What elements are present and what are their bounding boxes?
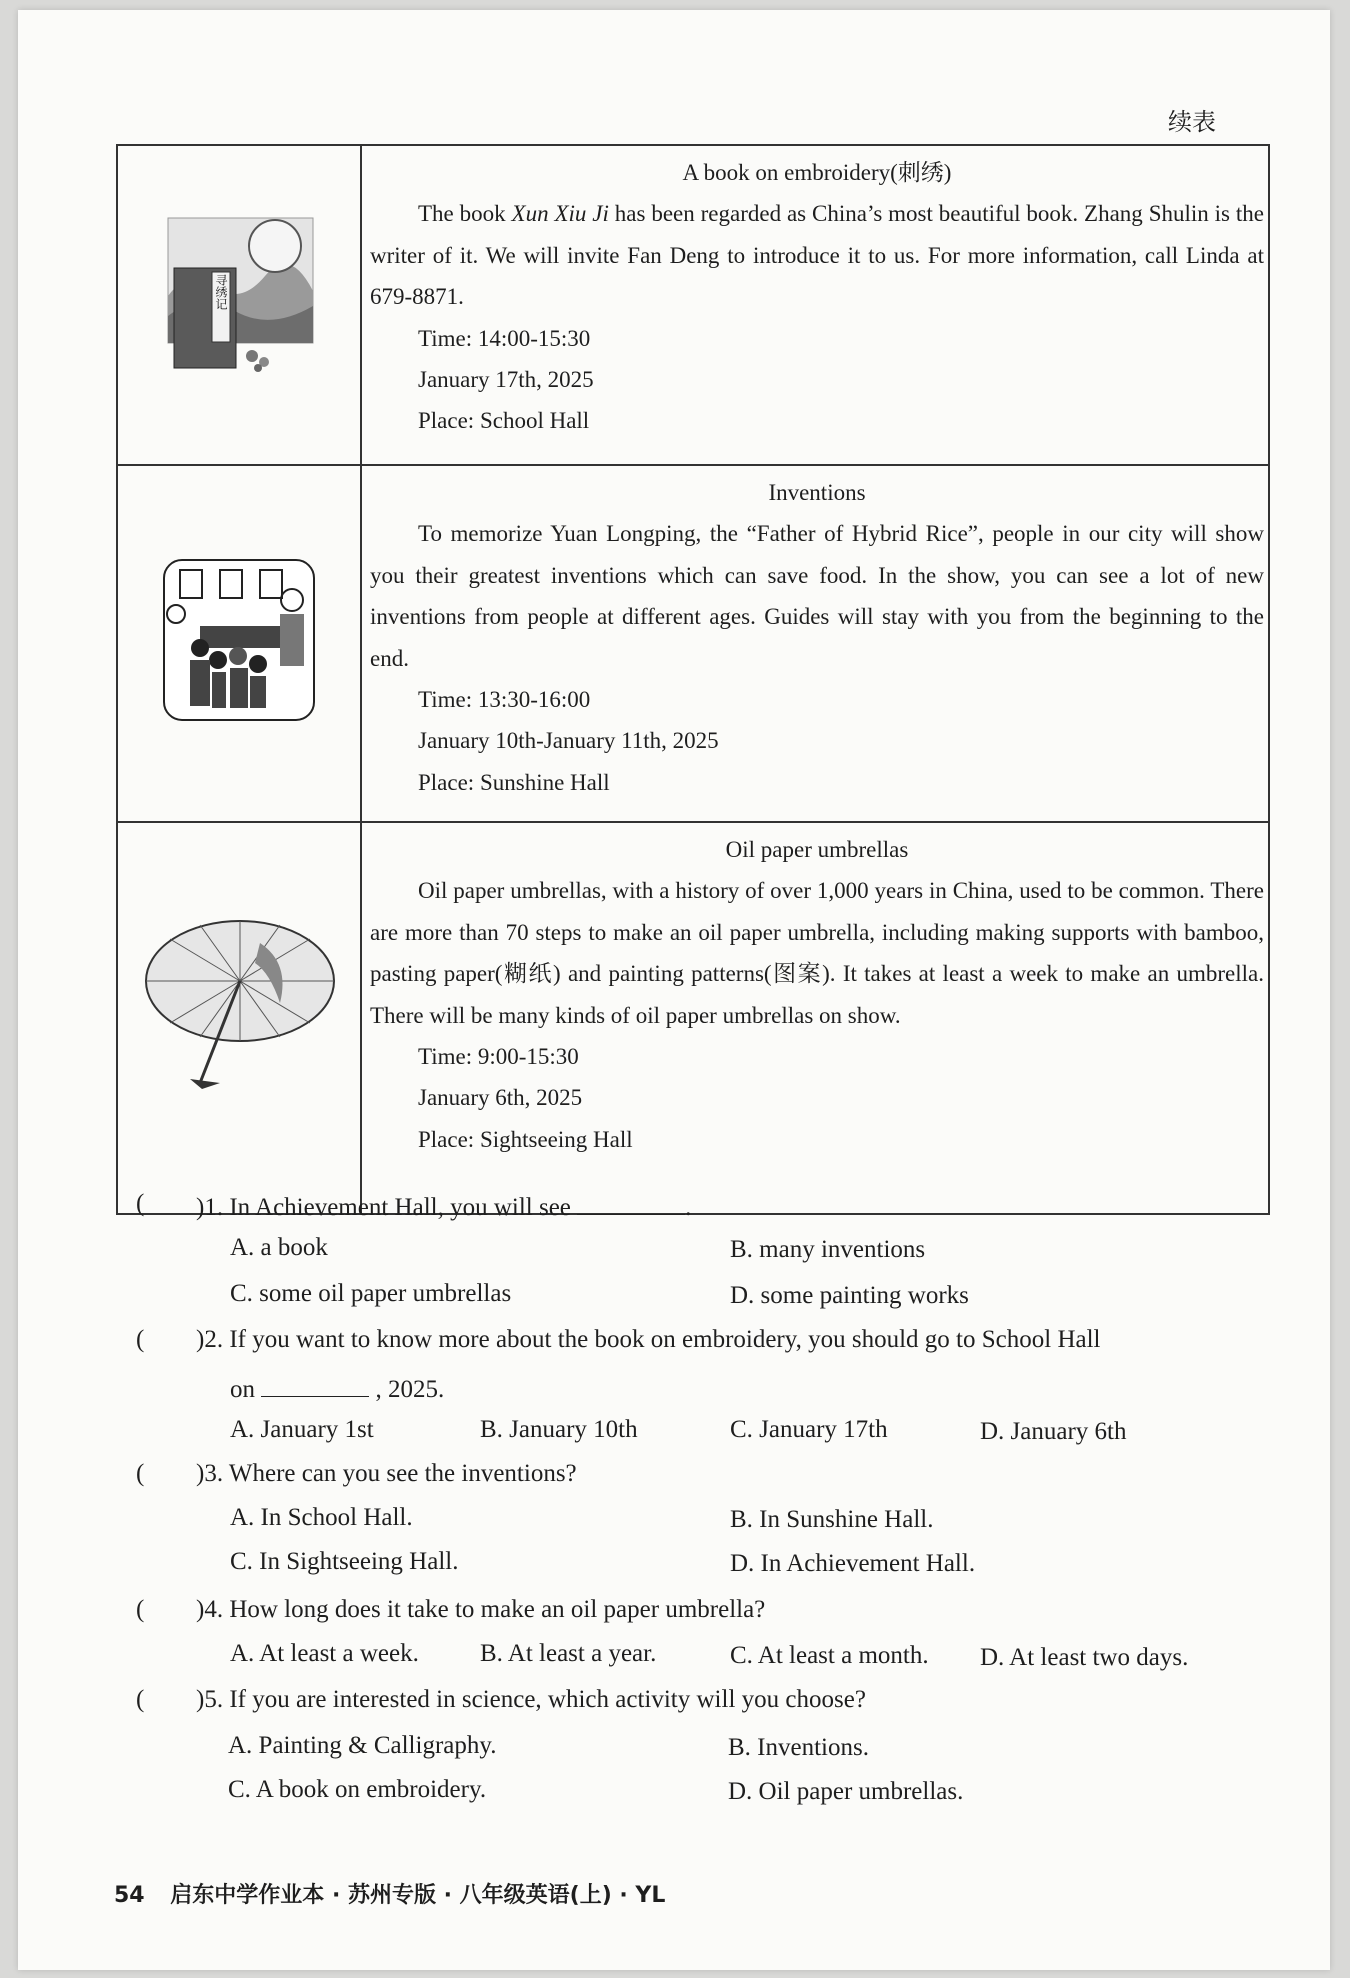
option-a: A. a book <box>230 1234 328 1261</box>
option-a: A. At least a week. <box>230 1640 419 1667</box>
option-a: A. In School Hall. <box>230 1504 413 1531</box>
event-date: January 17th, 2025 <box>418 367 594 393</box>
option-c: C. At least a month. <box>730 1642 929 1669</box>
event-row-inventions <box>117 465 1269 822</box>
question-stem: )2. If you want to know more about the book on embroidery, you should go to School Hall <box>196 1326 1101 1353</box>
page-footer <box>114 1878 665 1909</box>
event-date: January 10th-January 11th, 2025 <box>418 728 719 754</box>
event-text-cell <box>361 145 1269 465</box>
event-row-umbrellas <box>117 822 1269 1214</box>
event-description: The book Xun Xiu Ji has been regarded as China’s most beautiful book. Zhang Shulin is the writer of it. We will invite Fan Deng to introduce it to us. For more information, call Linda at 679-8871. <box>370 201 1264 310</box>
option-b: B. January 10th <box>480 1416 638 1443</box>
oil-paper-umbrella-icon <box>140 903 340 1103</box>
answer-paren[interactable]: ( <box>136 1190 145 1217</box>
option-d: D. Oil paper umbrellas. <box>728 1778 964 1805</box>
book-cover-icon <box>160 206 320 376</box>
answer-paren[interactable]: ( <box>136 1326 145 1353</box>
event-place: Place: Sightseeing Hall <box>418 1126 633 1152</box>
option-c: C. In Sightseeing Hall. <box>230 1548 459 1575</box>
series-title: 启东中学作业本 · 苏州专版 · 八年级英语(上) · YL <box>170 1883 666 1908</box>
option-c: C. A book on embroidery. <box>228 1776 487 1803</box>
event-text-cell <box>361 465 1269 822</box>
question-stem: )1. In Achievement Hall, you will see . <box>196 1190 691 1222</box>
event-date: January 6th, 2025 <box>418 1085 583 1111</box>
answer-blank[interactable] <box>577 1190 685 1215</box>
event-image-cell <box>117 822 361 1214</box>
event-time: Time: 9:00-15:30 <box>418 1044 579 1070</box>
page-number: 54 <box>114 1883 145 1908</box>
question-2-continuation: on , 2025. <box>230 1372 444 1404</box>
option-b: B. In Sunshine Hall. <box>730 1506 934 1533</box>
event-description: Oil paper umbrellas, with a history of over 1,000 years in China, used to be common. There are more than 70 steps to make an oil paper umbrella, including making supports with bamboo, pasting paper(糊纸) and painting patterns(图案). It takes at least a week to make an umbrella. There will be many kinds of oil paper umbrellas on show. <box>370 878 1264 1028</box>
event-row-embroidery <box>117 145 1269 465</box>
question-stem: )3. Where can you see the inventions? <box>196 1460 577 1487</box>
exhibition-crowd-icon <box>160 556 320 726</box>
cover-text: 寻绣记 <box>214 274 228 310</box>
option-b: B. many inventions <box>730 1236 926 1263</box>
event-title: Oil paper umbrellas <box>725 837 909 862</box>
option-c: C. some oil paper umbrellas <box>230 1280 512 1307</box>
event-title: A book on embroidery(刺绣) <box>682 160 952 185</box>
event-description: To memorize Yuan Longping, the “Father of Hybrid Rice”, people in our city will show you their greatest inventions which can save food. In the show, you can see a lot of new inventions from people at different ages. Guides will stay with you from the beginning to the end. <box>370 521 1264 671</box>
continued-label: 续表 <box>1168 108 1216 136</box>
answer-paren[interactable]: ( <box>136 1686 145 1713</box>
option-d: D. In Achievement Hall. <box>730 1550 976 1577</box>
option-a: A. Painting & Calligraphy. <box>228 1732 497 1759</box>
question-stem: )4. How long does it take to make an oil paper umbrella? <box>196 1596 766 1623</box>
option-a: A. January 1st <box>230 1416 374 1443</box>
option-b: B. Inventions. <box>728 1734 869 1761</box>
option-d: D. At least two days. <box>980 1644 1189 1671</box>
events-table <box>116 144 1270 1215</box>
answer-blank[interactable] <box>261 1372 369 1397</box>
answer-paren[interactable]: ( <box>136 1596 145 1623</box>
option-d: D. January 6th <box>980 1418 1127 1445</box>
option-b: B. At least a year. <box>480 1640 657 1667</box>
event-image-cell <box>117 145 361 465</box>
event-time: Time: 13:30-16:00 <box>418 687 591 713</box>
event-place: Place: Sunshine Hall <box>418 769 610 795</box>
event-title: Inventions <box>768 480 866 505</box>
question-stem: )5. If you are interested in science, which activity will you choose? <box>196 1686 866 1713</box>
option-c: C. January 17th <box>730 1416 888 1443</box>
answer-paren[interactable]: ( <box>136 1460 145 1487</box>
event-text-cell <box>361 822 1269 1214</box>
event-time: Time: 14:00-15:30 <box>418 325 591 351</box>
event-place: Place: School Hall <box>418 408 590 434</box>
event-image-cell <box>117 465 361 822</box>
worksheet-page <box>18 10 1330 1970</box>
option-d: D. some painting works <box>730 1282 969 1309</box>
